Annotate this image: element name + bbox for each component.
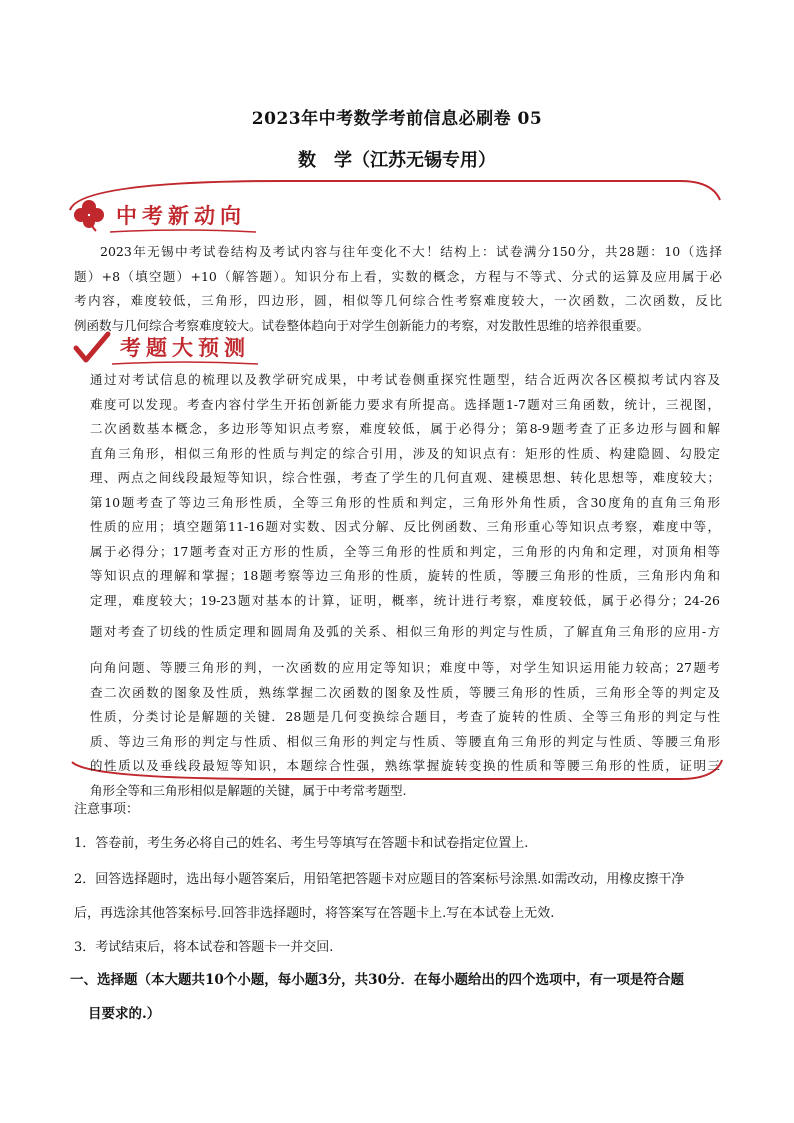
forecast-line: 理、两点之间线段最短等知识，综合性强，考查了学生的几何直观、建模思想、转化思想等，难度较大； [90,470,720,485]
trends-paragraph [74,240,722,338]
page-subtitle: 数 学（江苏无锡专用） [298,150,496,171]
heading-underline [110,358,260,368]
checkmark-icon [72,330,112,366]
heading-underline [108,226,258,236]
note-item-2: 2．回答选择题时，选出每小题答案后，用铅笔把答题卡对应题目的答案标号涂黑.如需改动，用橡皮擦干净 [74,872,685,887]
forecast-paragraph [90,368,720,613]
forecast-paragraph-continued [90,656,720,803]
forecast-line: 的性质以及垂线段最短等知识，本题综合性强，熟练掌握旋转变换的性质和等腰三角形的性质，证明三 [90,758,720,773]
trends-line: 考内容，难度较低，三角形，四边形，圆，相似等几何综合性考察难度较大，一次函数，二次函数，反比 [74,293,722,308]
forecast-line: 查二次函数的图象及性质，熟练掌握二次函数的图象及性质，等腰三角形的性质，三角形全等的判定及 [90,684,720,700]
forecast-line: 性质的应用；填空题第11-16题对实数、因式分解、反比例函数、三角形重心等知识点考察，难度中等， [90,519,720,534]
forecast-line: 通过对考试信息的梳理以及教学研究成果，中考试卷侧重探究性题型，结合近两次各区模拟考试内容及 [90,372,720,387]
page-title: 2023年中考数学考前信息必刷卷 05 [251,109,543,129]
note-item-1: 1．答卷前，考生务必将自己的姓名、考生号等填写在答题卡和试卷指定位置上. [74,836,529,851]
forecast-line: 直角三角形，相似三角形的性质与判定的综合引用，涉及的知识点有：矩形的性质、构建隐圆、勾股定 [90,445,720,461]
trends-line: 题）+8（填空题）+10（解答题）。知识分布上看，实数的概念，方程与不等式、分式的运算及应用属于必 [74,268,722,284]
section-heading-trends: 中考新动向 [116,204,246,228]
section-instructions: 一、选择题（本大题共10个小题，每小题3分，共30分．在每小题给出的四个选项中，有一项是符合题 [70,972,684,988]
note-item-2-cont: 后，再选涂其他答案标号.回答非选择题时，将答案写在答题卡上.写在本试卷上无效. [74,906,555,921]
forecast-line: 属于必得分；17题考查对正方形的性质，全等三角形的性质和判定，三角形的内角和定理，对顶角相等 [90,543,720,559]
forecast-line: 定理，难度较大；19-23题对基本的计算，证明，概率，统计进行考察，难度较低，属于必得分；24-26 [90,592,720,608]
notes-heading: 注意事项： [74,802,140,817]
forecast-line: 第10题考查了等边三角形性质，全等三角形的性质和判定，三角形外角性质，含30度角的直角三角形 [90,494,720,510]
clover-icon [72,198,106,232]
note-item-3: 3．考试结束后，将本试卷和答题卡一并交回. [74,940,334,955]
forecast-line: 等知识点的理解和掌握；18题考察等边三角形的性质，旋转的性质，等腰三角形的性质，三角形内角和 [90,568,720,583]
forecast-line: 质、等边三角形的判定与性质、相似三角形的判定与性质、等腰直角三角形的判定与性质、等腰三角形 [90,733,720,749]
section-instructions-cont: 目要求的.） [88,1006,161,1022]
forecast-line: 题对考查了切线的性质定理和圆周角及弧的关系、相似三角形的判定与性质，了解直角三角形的应用-方 [90,624,720,639]
forecast-line: 性质，分类讨论是解题的关键．28题是几何变换综合题目，考查了旋转的性质、全等三角形的判定与性 [90,709,720,724]
forecast-line: 角形全等和三角形相似是解题的关键，属于中考常考题型. [90,782,407,798]
section-heading-forecast: 考题大预测 [120,336,250,360]
forecast-line: 难度可以发现。考查内容付学生开拓创新能力要求有所提高。选择题1-7题对三角函数，统计，三视图， [90,396,720,412]
forecast-line: 二次函数基本概念，多边形等知识点考察，难度较低，属于必得分；第8-9题考查了正多边形与圆和解 [90,421,720,436]
trends-line: 2023年无锡中考试卷结构及考试内容与往年变化不大！结构上：试卷满分150分，共28题：10（选择 [100,244,722,259]
forecast-line: 向角问题、等腰三角形的判，一次函数的应用定等知识；难度中等，对学生知识运用能力较高；27题考 [90,660,720,675]
trends-line: 例函数与几何综合考察难度较大。试卷整体趋向于对学生创新能力的考察，对发散性思维的培养很重要。 [74,317,650,333]
forecast-paragraph-continued [90,620,720,645]
